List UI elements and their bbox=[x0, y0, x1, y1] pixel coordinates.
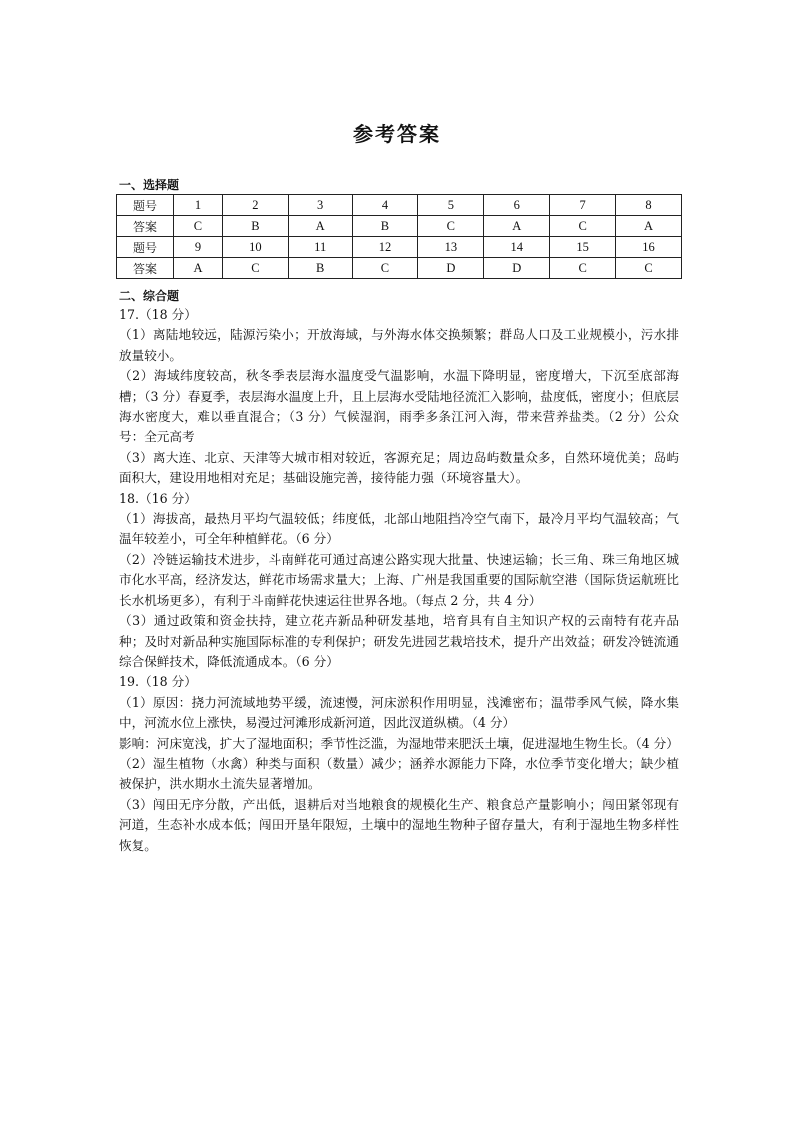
paragraph: （3）闯田无序分散，产出低，退耕后对当地粮食的规模化生产、粮食总产量影响小；闯田紧邻现有河道，生态补水成本低；闯田开垦年限短，土壤中的湿地生物种子留存量大，有利于湿地生物多样性恢复。 bbox=[119, 796, 679, 853]
paragraph: 19.（18 分） bbox=[119, 674, 197, 690]
table-cell: 9 bbox=[174, 237, 223, 258]
paragraph: （1）离陆地较远，陆源污染小；开放海域，与外海水体交换频繁；群岛人口及工业规模小，污水排放量较小。 bbox=[119, 327, 679, 363]
table-cell: C bbox=[352, 258, 418, 279]
table-row bbox=[117, 258, 682, 279]
table-cell: A bbox=[616, 216, 682, 237]
table-cell: 12 bbox=[352, 237, 418, 258]
table-cell: 14 bbox=[484, 237, 550, 258]
paragraph: （3）离大连、北京、天津等大城市相对较近，客源充足；周边岛屿数量众多，自然环境优美；岛屿面积大，建设用地相对充足；基础设施完善，接待能力强（环境容量大）。 bbox=[119, 449, 679, 486]
row-label: 题号 bbox=[117, 237, 174, 258]
table-cell: C bbox=[222, 258, 288, 279]
row-label: 答案 bbox=[117, 216, 174, 237]
table-cell: 6 bbox=[484, 195, 550, 216]
row-label: 题号 bbox=[117, 195, 174, 216]
paragraph: （3）通过政策和资金扶持，建立花卉新品种研发基地，培育具有自主知识产权的云南特有花卉品种；及时对新品种实施国际标准的专利保护；研发先进园艺栽培技术，提升产出效益；研发冷链流通综合保鲜技术，降低流通成本。（6 分） bbox=[119, 613, 679, 669]
section-heading-choice: 一、选择题 bbox=[119, 178, 180, 192]
table-cell: A bbox=[288, 216, 352, 237]
table-cell: B bbox=[288, 258, 352, 279]
paragraph: （2）冷链运输技术进步，斗南鲜花可通过高速公路实现大批量、快速运输；长三角、珠三角地区城市化水平高，经济发达，鲜花市场需求量大；上海、广州是我国重要的国际航空港（国际货运航班比长水机场更多），有利于斗南鲜花快速运往世界各地。（每点 2 分，共 4 分） bbox=[119, 551, 679, 608]
table-cell: 16 bbox=[616, 237, 682, 258]
table-row bbox=[117, 237, 682, 258]
table-cell: 15 bbox=[550, 237, 616, 258]
answer-table bbox=[116, 194, 682, 279]
table-cell: B bbox=[222, 216, 288, 237]
paragraph: （2）海域纬度较高，秋冬季表层海水温度受气温影响，水温下降明显，密度增大，下沉至底部海槽；（3 分）春夏季，表层海水温度上升，且上层海水受陆地径流汇入影响，盐度低，密度小；但底层海水密度大，难以垂直混合；（3 分）气候湿润，雨季多条江河入海，带来营养盐类。（2 分）公众号：全元高考 bbox=[119, 368, 679, 445]
table-cell: C bbox=[418, 216, 484, 237]
table-cell: 5 bbox=[418, 195, 484, 216]
answer-body bbox=[119, 305, 679, 856]
table-cell: 4 bbox=[352, 195, 418, 216]
table-cell: A bbox=[484, 216, 550, 237]
table-cell: 7 bbox=[550, 195, 616, 216]
table-row bbox=[117, 195, 682, 216]
paragraph: （2）湿生植物（水禽）种类与面积（数量）减少；涵养水源能力下降，水位季节变化增大；缺少植被保护，洪水期水土流失显著增加。 bbox=[119, 755, 679, 792]
section-heading-comprehensive: 二、综合题 bbox=[119, 289, 180, 303]
table-cell: C bbox=[174, 216, 223, 237]
table-cell: 13 bbox=[418, 237, 484, 258]
table-cell: D bbox=[418, 258, 484, 279]
table-cell: 2 bbox=[222, 195, 288, 216]
row-label: 答案 bbox=[117, 258, 174, 279]
table-cell: C bbox=[550, 258, 616, 279]
table-cell: 8 bbox=[616, 195, 682, 216]
paragraph: （1）海拔高，最热月平均气温较低；纬度低，北部山地阻挡冷空气南下，最冷月平均气温较高；气温年较差小，可全年种植鲜花。（6 分） bbox=[119, 511, 679, 547]
table-cell: C bbox=[550, 216, 616, 237]
table-cell: D bbox=[484, 258, 550, 279]
paragraph: 17.（18 分） bbox=[119, 307, 197, 322]
table-cell: 3 bbox=[288, 195, 352, 216]
page-title: 参考答案 bbox=[353, 122, 441, 146]
paragraph: 18.（16 分） bbox=[119, 490, 197, 506]
table-cell: B bbox=[352, 216, 418, 237]
table-cell: C bbox=[616, 258, 682, 279]
paragraph: 影响：河床宽浅，扩大了湿地面积；季节性泛滥，为湿地带来肥沃土壤，促进湿地生物生长。（4 分） bbox=[119, 735, 679, 751]
paragraph: （1）原因：挠力河流域地势平缓，流速慢，河床淤积作用明显，浅滩密布；温带季风气候，降水集中，河流水位上涨快，易漫过河滩形成新河道，因此汊道纵横。（4 分） bbox=[119, 694, 679, 731]
table-cell: 1 bbox=[174, 195, 223, 216]
table-cell: A bbox=[174, 258, 223, 279]
table-row bbox=[117, 216, 682, 237]
table-cell: 11 bbox=[288, 237, 352, 258]
table-cell: 10 bbox=[222, 237, 288, 258]
